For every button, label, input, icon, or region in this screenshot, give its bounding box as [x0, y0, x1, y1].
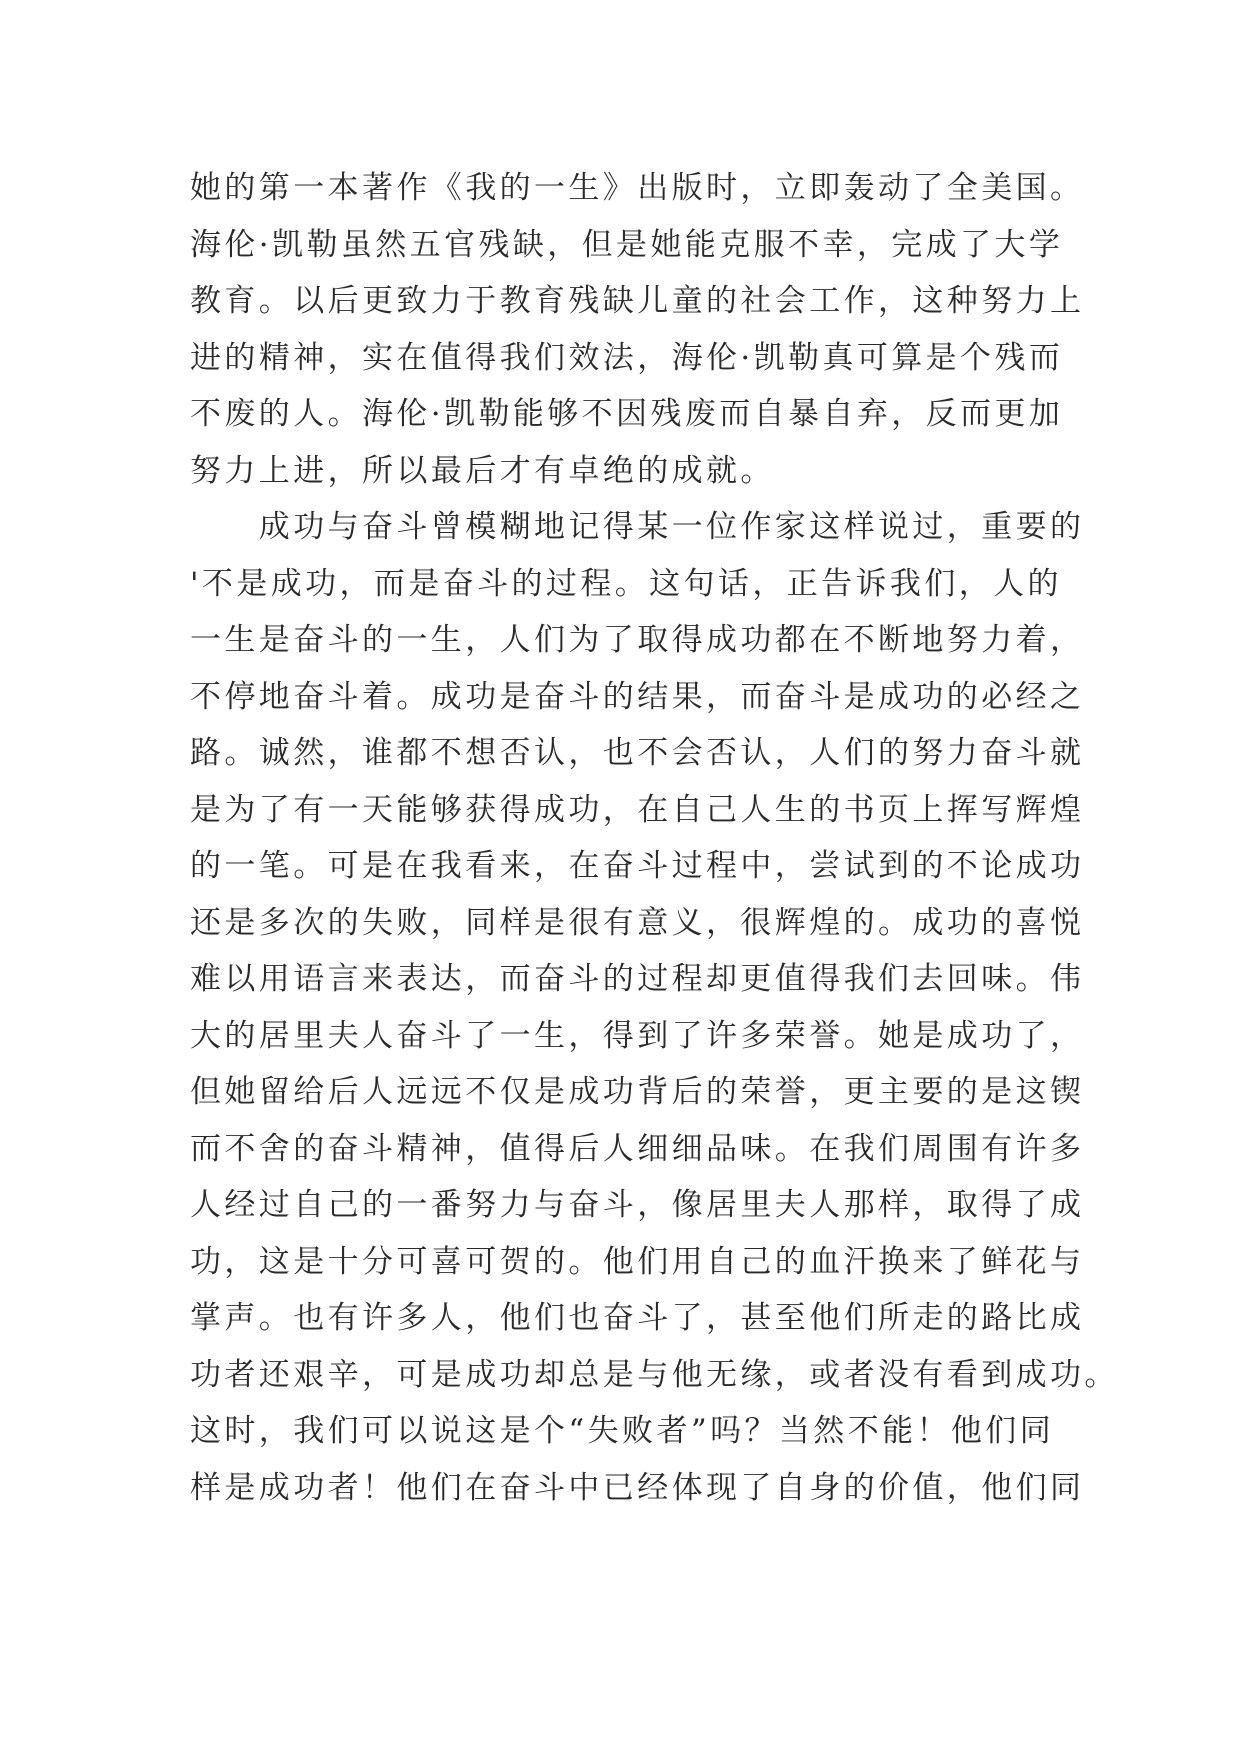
text-line: 而不舍的奋斗精神，值得后人细细品味。在我们周围有许多	[190, 1130, 1085, 1167]
text-line: 成功与奋斗曾模糊地记得某一位作家这样说过，重要的	[190, 509, 1085, 545]
text-line: '不是成功，而是奋斗的过程。这句话，正告诉我们，人的	[190, 565, 1062, 602]
body-text	[190, 160, 1119, 1516]
text-line: 教育。以后更致力于教育残缺儿童的社会工作，这种努力上	[190, 283, 1085, 319]
text-line: 掌声。也有许多人，他们也奋斗了，甚至他们所走的路比成	[190, 1300, 1085, 1336]
text-line: 路。诚然，谁都不想否认，也不会否认，人们的努力奋斗就	[190, 735, 1085, 771]
text-line: 样是成功者！他们在奋斗中已经体现了自身的价值，他们同	[190, 1469, 1085, 1506]
text-line: 不停地奋斗着。成功是奋斗的结果，而奋斗是成功的必经之	[190, 678, 1085, 715]
text-line: 还是多次的失败，同样是很有意义，很辉煌的。成功的喜悦	[190, 904, 1085, 941]
text-line: 人经过自己的一番努力与奋斗，像居里夫人那样，取得了成	[190, 1187, 1085, 1223]
text-line: 她的第一本著作《我的一生》出版时，立即轰动了全美国。	[190, 170, 1085, 206]
text-line: 难以用语言来表达，而奋斗的过程却更值得我们去回味。伟	[190, 961, 1085, 997]
text-line: 的一笔。可是在我看来，在奋斗过程中，尝试到的不论成功	[190, 848, 1085, 884]
text-line: 一生是奋斗的一生，人们为了取得成功都在不断地努力着，	[190, 622, 1085, 658]
text-line: 大的居里夫人奋斗了一生，得到了许多荣誉。她是成功了，	[190, 1017, 1085, 1054]
text-line: 是为了有一天能够获得成功，在自己人生的书页上挥写辉煌	[190, 791, 1085, 828]
text-line: 但她留给后人远远不仅是成功背后的荣誉，更主要的是这锲	[190, 1074, 1085, 1110]
text-line: 海伦·凯勒虽然五官残缺，但是她能克服不幸，完成了大学	[190, 226, 1064, 263]
text-line: 功，这是十分可喜可贺的。他们用自己的血汗换来了鲜花与	[190, 1243, 1085, 1280]
text-line: 功者还艰辛，可是成功却总是与他无缘，或者没有看到成功。	[190, 1356, 1119, 1393]
text-line: 不废的人。海伦·凯勒能够不因残废而自暴自弃，反而更加	[190, 396, 1064, 432]
text-line: 这时，我们可以说这是个“失败者”吗？当然不能！他们同	[190, 1413, 1055, 1449]
text-line: 进的精神，实在值得我们效法，海伦·凯勒真可算是个残而	[190, 339, 1064, 376]
text-line: 努力上进，所以最后才有卓绝的成就。	[190, 452, 775, 489]
